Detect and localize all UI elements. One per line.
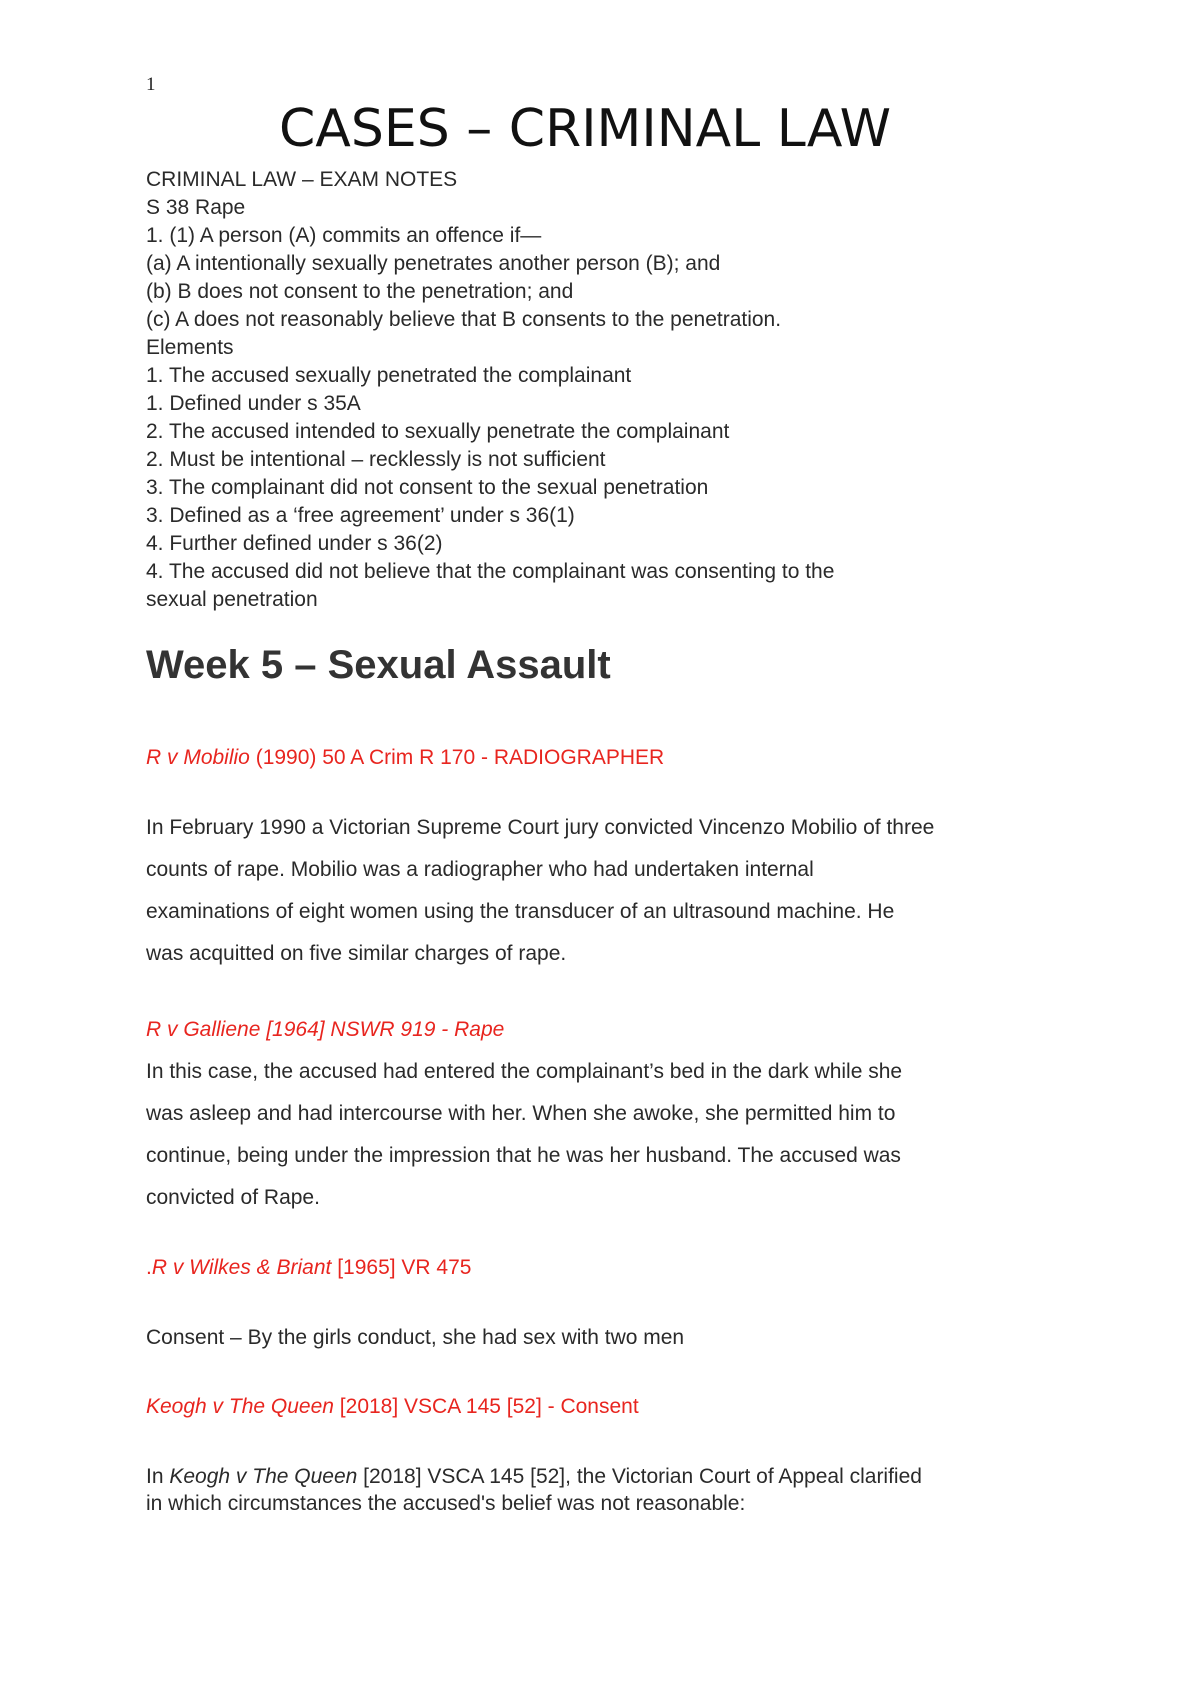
paragraph-line: In February 1990 a Victorian Supreme Court jury convicted Vincenzo Mobilio of three [146,816,935,839]
paragraph-line: was acquitted on five similar charges of rape. [146,942,567,965]
page-number: 1 [146,74,156,95]
case-name-inline: Keogh v The Queen [169,1465,358,1488]
paragraph-line: in which circumstances the accused's belief was not reasonable: [146,1492,746,1515]
paragraph-line: Consent – By the girls conduct, she had sex with two men [146,1326,685,1349]
notes-line: (a) A intentionally sexually penetrates another person (B); and [146,252,721,275]
paragraph-rest: [2018] VSCA 145 [52], the Victorian Court of Appeal clarified [357,1465,922,1488]
notes-line: 3. The complainant did not consent to the sexual penetration [146,476,709,499]
notes-line: sexual penetration [146,588,318,611]
notes-line: 3. Defined as a ‘free agreement’ under s 36(1) [146,504,575,527]
case-heading [146,744,1086,772]
notes-line: 2. The accused intended to sexually penetrate the complainant [146,420,730,443]
notes-line: 1. The accused sexually penetrated the complainant [146,364,632,387]
case-wilkes-heading [146,1254,1086,1282]
notes-line: 1. (1) A person (A) commits an offence if— [146,224,542,247]
notes-line: 4. Further defined under s 36(2) [146,532,443,555]
case-mobilio-text [146,807,1086,975]
case-mobilio-heading [146,744,1086,772]
notes-line: 4. The accused did not believe that the complainant was consenting to the [146,560,835,583]
case-heading [146,1016,1086,1044]
paragraph-line: examinations of eight women using the transducer of an ultrasound machine. He [146,900,895,923]
paragraph-prefix: In [146,1465,170,1488]
case-citation: [2018] VSCA 145 [52] - Consent [333,1395,639,1418]
paragraph-line: counts of rape. Mobilio was a radiographer who had undertaken internal [146,858,814,881]
notes-line: (b) B does not consent to the penetration; and [146,280,574,303]
paragraph-line: In this case, the accused had entered the complainant’s bed in the dark while she [146,1060,903,1083]
case-citation: (1990) 50 A Crim R 170 - RADIOGRAPHER [249,746,665,769]
case-keogh-heading [146,1393,1086,1421]
paragraph-line: was asleep and had intercourse with her. When she awoke, she permitted him to [146,1102,896,1125]
case-name: R v Wilkes & Briant [151,1256,332,1279]
case-name: Keogh v The Queen [146,1395,334,1418]
paragraph-line [146,1463,1086,1490]
case-heading [146,1393,1086,1421]
case-heading [146,1254,1086,1282]
case-name: R v Mobilio [146,746,250,769]
week-heading: Week 5 – Sexual Assault [146,643,611,687]
case-citation: [1965] VR 475 [331,1256,472,1279]
document-title: CASES – CRIMINAL LAW [278,99,892,159]
notes-line: Elements [146,336,234,359]
case-prefix: . [146,1256,152,1279]
case-wilkes-text [146,1324,1086,1351]
notes-line: (c) A does not reasonably believe that B consents to the penetration. [146,308,782,331]
case-galliene-text [146,1051,1086,1219]
notes-line: 2. Must be intentional – recklessly is not sufficient [146,448,606,471]
exam-notes [146,166,1106,614]
case-keogh-text [146,1463,1086,1517]
paragraph-line: convicted of Rape. [146,1186,320,1209]
case-galliene-heading [146,1016,1086,1044]
case-name: R v Galliene [1964] NSWR 919 - Rape [146,1018,505,1041]
notes-line: 1. Defined under s 35A [146,392,361,415]
notes-line: CRIMINAL LAW – EXAM NOTES [146,168,458,191]
notes-line: S 38 Rape [146,196,246,219]
paragraph-line: continue, being under the impression that he was her husband. The accused was [146,1144,901,1167]
